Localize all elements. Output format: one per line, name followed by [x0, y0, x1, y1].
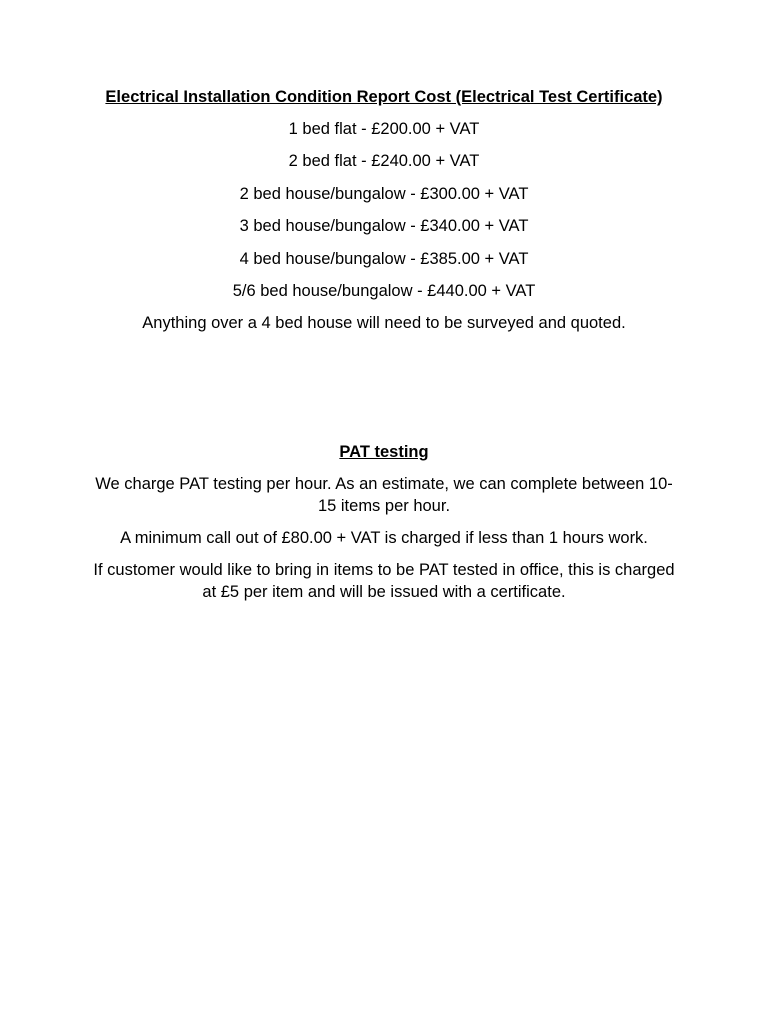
pat-heading: PAT testing — [339, 443, 429, 461]
price-line-2-bed-house: 2 bed house/bungalow - £300.00 + VAT — [239, 184, 529, 203]
pat-section — [88, 441, 680, 613]
price-line-3-bed-house: 3 bed house/bungalow - £340.00 + VAT — [239, 217, 529, 236]
pat-rate-paragraph: We charge PAT testing per hour. As an estimate, we can complete between 10-15 items per hour. — [95, 475, 673, 515]
pat-in-office-paragraph: If customer would like to bring in items to be PAT tested in office, this is charged at £5 per item and will be issued with a certificate. — [93, 561, 675, 601]
price-line-1-bed-flat: 1 bed flat - £200.00 + VAT — [288, 120, 480, 138]
price-line-2-bed-flat: 2 bed flat - £240.00 + VAT — [288, 152, 480, 171]
eicr-survey-note: Anything over a 4 bed house will need to be surveyed and quoted. — [142, 314, 626, 333]
price-line-5-6-bed-house: 5/6 bed house/bungalow - £440.00 + VAT — [232, 281, 536, 300]
price-line-4-bed-house: 4 bed house/bungalow - £385.00 + VAT — [239, 249, 529, 268]
eicr-section — [88, 86, 680, 345]
eicr-heading: Electrical Installation Condition Report Cost (Electrical Test Certificate) — [105, 88, 663, 106]
pat-minimum-callout-paragraph: A minimum call out of £80.00 + VAT is charged if less than 1 hours work. — [120, 529, 648, 547]
